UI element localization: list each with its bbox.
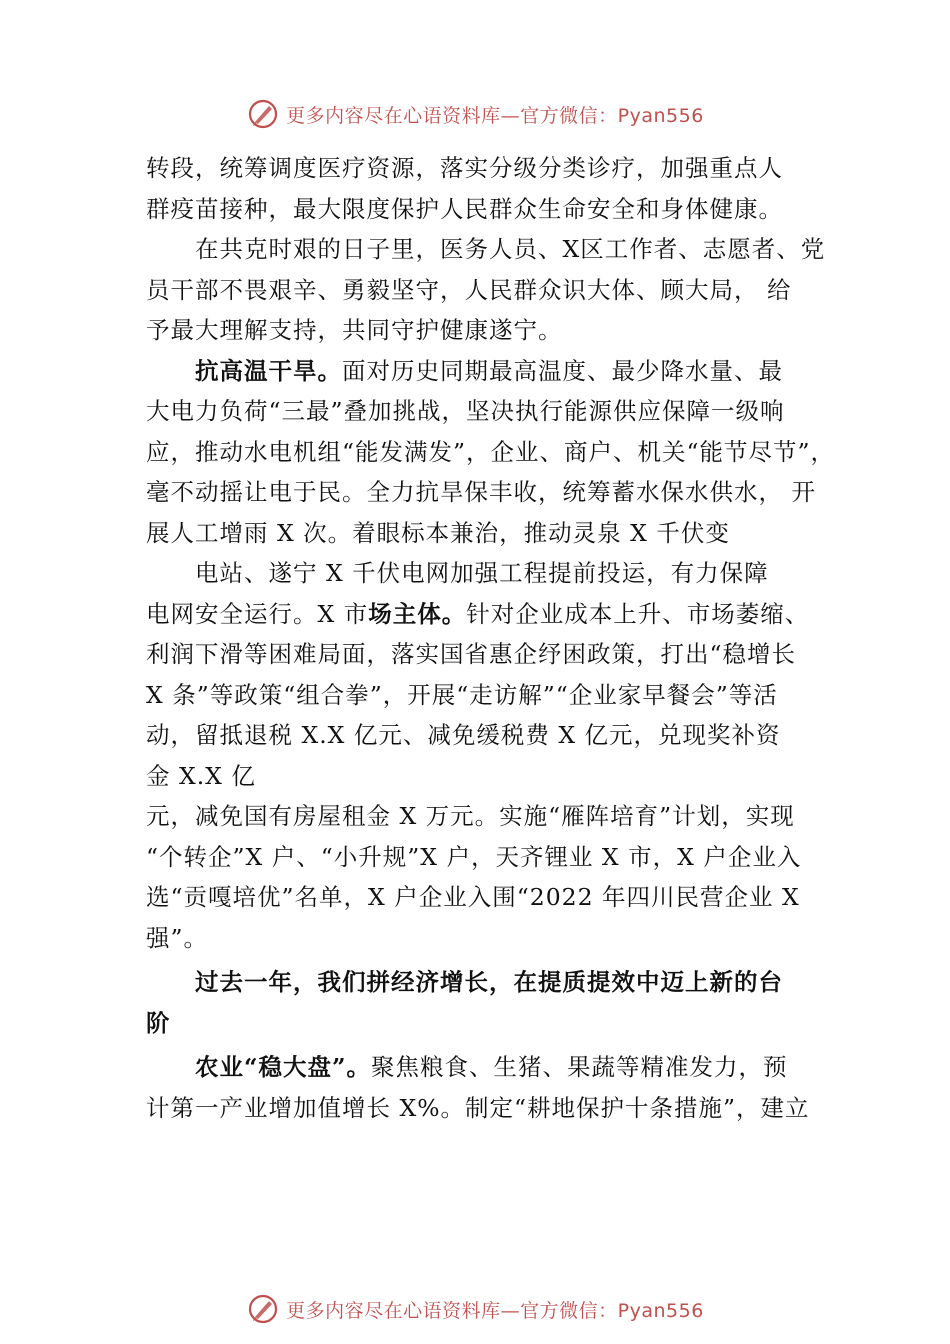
paragraph-text: 应，推动水电机组“能发满发”，企业、商户、机关“能节尽节”， (146, 437, 836, 466)
text-line (146, 432, 836, 473)
text-line (146, 837, 826, 878)
text-line (146, 1047, 826, 1088)
paragraph-text: 转段，统筹调度医疗资源，落实分级分类诊疗，加强重点人 (146, 154, 783, 182)
paragraph-text: 员干部不畏艰辛、勇毅坚守，人民群众识大体、顾大局， 给 (146, 275, 792, 304)
bold-heading-text: 过去一年，我们拼经济增长，在提质提效中迈上新的台 (195, 968, 783, 996)
paragraph-text: 毫不动摇让电于民。全力抗旱保丰收，统筹蓄水保水供水， 开 (146, 478, 816, 506)
paragraph-text: 展人工增雨 X 次。着眼标本兼治，推动灵泉 X 千伏变 (146, 518, 730, 547)
paragraph-text: “个转企”X 户、“小升规”X 户，天齐锂业 X 市，X 户企业入 (146, 842, 802, 871)
text-line (146, 270, 826, 311)
bold-heading-text: 农业“稳大盘”。 (195, 1053, 372, 1081)
paragraph-text: 利润下滑等困难局面，落实国省惠企纾困政策，打出“稳增长 (146, 640, 797, 668)
text-line (146, 351, 826, 392)
text-line (146, 472, 826, 513)
bold-heading-text: 阶 (146, 1008, 171, 1037)
text-line (146, 189, 826, 230)
paragraph-text: 群疫苗接种，最大限度保护人民群众生命安全和身体健康。 (146, 194, 783, 223)
text-line (146, 594, 826, 635)
bold-heading-text: 场主体。 (368, 599, 467, 628)
watermark-banner-top (0, 94, 950, 134)
text-line (146, 796, 826, 837)
watermark-text: 更多内容尽在心语资料库—官方微信：Pyan556 (286, 104, 704, 127)
text-line (146, 1003, 826, 1044)
document-body (146, 148, 836, 1128)
text-line (146, 513, 826, 554)
paragraph-text: 电站、遂宁 X 千伏电网加强工程提前投运，有力保障 (195, 559, 769, 587)
paragraph-text: 大电力负荷“三最”叠加挑战，坚决执行能源供应保障一级响 (146, 397, 785, 425)
paragraph-text: 金 X.X 亿 (146, 761, 256, 790)
text-line (146, 229, 826, 270)
paragraph-text: 予最大理解支持，共同守护健康遂宁。 (146, 316, 563, 344)
text-line (146, 918, 826, 959)
text-line (146, 1088, 826, 1129)
text-line (146, 310, 826, 351)
text-line (146, 756, 826, 797)
pen-logo-icon (246, 1292, 280, 1326)
text-line (146, 148, 826, 189)
text-line (146, 634, 826, 675)
text-line (146, 391, 826, 432)
paragraph-text: 面对历史同期最高温度、最少降水量、最 (342, 356, 783, 385)
paragraph-text: 计第一产业增加值增长 X%。制定“耕地保护十条措施”，建立 (146, 1093, 810, 1122)
text-line (146, 715, 826, 756)
paragraph-text: 电网安全运行。X 市 (146, 599, 369, 628)
watermark-banner-bottom (0, 1289, 950, 1329)
pen-logo-icon (246, 97, 280, 131)
paragraph-text: 动，留抵退税 X.X 亿元、减免缓税费 X 亿元，兑现奖补资 (146, 721, 781, 749)
watermark-text: 更多内容尽在心语资料库—官方微信：Pyan556 (286, 1299, 704, 1322)
paragraph-text: 针对企业成本上升、市场萎缩、 (466, 599, 810, 628)
text-line (146, 553, 826, 594)
paragraph-text: 聚焦粮食、生猪、果蔬等精准发力，预 (371, 1053, 788, 1081)
paragraph-text: 在共克时艰的日子里，医务人员、X区工作者、志愿者、党 (195, 235, 826, 263)
paragraph-text: X 条”等政策“组合拳”，开展“走访解”“企业家早餐会”等活 (146, 680, 778, 709)
text-line (146, 962, 826, 1003)
paragraph-text: 选“贡嘎培优”名单，X 户企业入围“2022 年四川民营企业 X (146, 883, 800, 911)
text-line (146, 877, 826, 918)
bold-heading-text: 抗高温干旱。 (195, 356, 342, 385)
text-line (146, 675, 826, 716)
paragraph-text: 强”。 (146, 923, 209, 952)
paragraph-text: 元，减免国有房屋租金 X 万元。实施“雁阵培育”计划，实现 (146, 802, 795, 830)
